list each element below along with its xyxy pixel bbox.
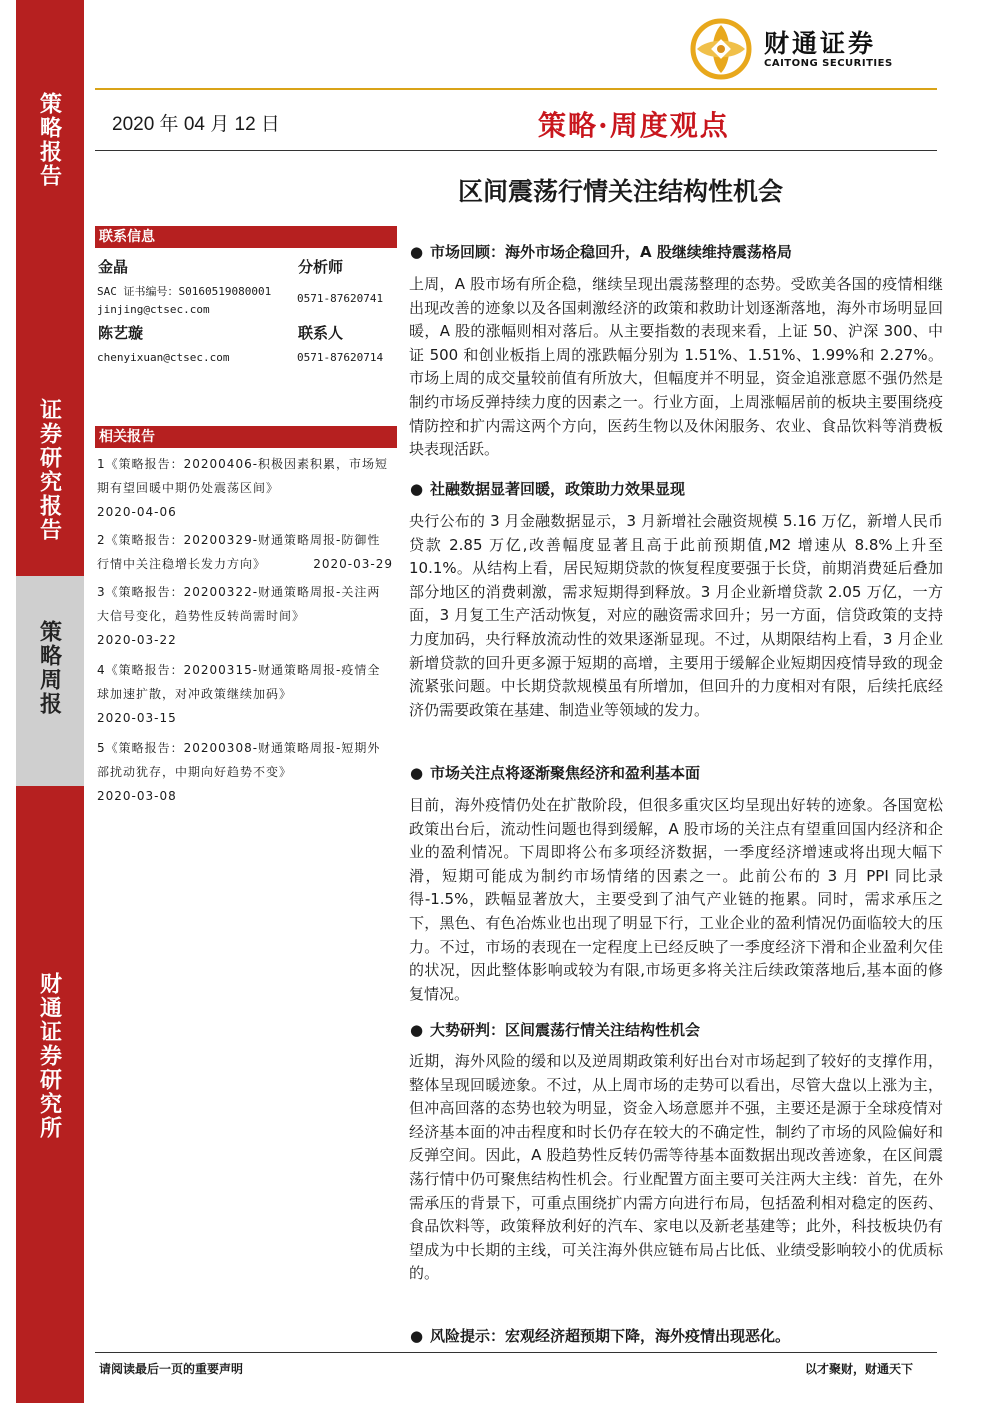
sidebar: [16, 0, 84, 1403]
report-category: 策略·周度观点: [538, 109, 730, 142]
bullet-icon: ●: [410, 1021, 424, 1039]
related-report-5[interactable]: 5《策略报告：20200308-财通策略周报-短期外部扰动犹存，中期向好趋势不变》 2020-03-08: [97, 741, 381, 803]
analyst1-role: 分析师: [298, 258, 344, 276]
header-rule: [95, 150, 937, 151]
section-heading-5: ● 风险提示：宏观经济超预期下降，海外疫情出现恶化。: [410, 1327, 791, 1345]
brand-logo: [690, 18, 920, 78]
related-report-2[interactable]: 2《策略报告：20200329-财通策略周报-防御性行情中关注稳增长发力方向》 2020-03-29: [97, 533, 393, 571]
related-report-4[interactable]: 4《策略报告：20200315-财通策略周报-疫情全球加速扩散，对冲政策继续加码》 2020-03-15: [97, 663, 381, 725]
section-body-1: 上周，A 股市场有所企稳，继续呈现出震荡整理的态势。受欧美各国的疫情相继出现改善的迹象以及各国刺激经济的政策和救助计划逐渐落地，海外市场明显回暖，A 股的涨幅则相对落后。从主要指数的表现来看，上证 50、沪深 300、中证 500 和创业板指上周的涨跌幅分别为 1.51%、1.51%、1.99%和 2.27%。市场上周的成交量较前值有所放大，但幅度并不明显，资金追涨意愿不强仍然是制约市场反弹持续力度的因素之一。行业方面，上周涨幅居前的板块主要围绕疫情防控和扩内需这两个方向，医药生物以及休闲服务、农业、食品饮料等消费板块表现活跃。: [409, 275, 943, 459]
bullet-icon: ●: [410, 243, 424, 261]
brand-name-cn: 财通证券: [764, 29, 877, 58]
analyst2-phone: 0571-87620714: [297, 351, 384, 364]
related-section-title: 相关报告: [95, 426, 397, 448]
analyst2-name: 陈艺璇: [98, 324, 144, 342]
section-heading-3: ● 市场关注点将逐渐聚焦经济和盈利基本面: [410, 764, 701, 782]
report-date: 2020 年 04 月 12 日: [112, 114, 280, 135]
contact-section-title: 联系信息: [95, 226, 397, 248]
section-body-2: 央行公布的 3 月金融数据显示，3 月新增社会融资规模 5.16 万亿，新增人民币贷款 2.85 万亿,改善幅度显著且高于此前预期值,M2 增速从 8.8%上升至 10.1%。从结构上看，居民短期贷款的恢复程度要强于长贷，前期消费延后叠加部分地区的消费刺激，需求短期得到释放。3 月企业新增贷款 2.05 万亿，一方面，3 月复工生产活动恢复，对应的融资需求回升；另一方面，信贷政策的支持力度加码，央行释放流动性的效果逐渐显现。不过，从期限结构上看，3 月企业新增贷款的回升更多源于短期的高增，主要用于缓解企业短期因疫情导致的现金流紧张问题。中长期贷款规模虽有所增加，但回升的力度相对有限，后续托底经济仍需要政策在基建、制造业等领域的发力。: [409, 512, 943, 719]
related-report-3[interactable]: 3《策略报告：20200322-财通策略周报-关注两大信号变化，趋势性反转尚需时间》 2020-03-22: [97, 585, 381, 647]
footer-slogan: 以才聚财，财通天下: [805, 1362, 914, 1376]
section-body-4: 近期，海外风险的缓和以及逆周期政策利好出台对市场起到了较好的支撑作用，整体呈现回暖迹象。不过，从上周市场的走势可以看出，尽管大盘以上涨为主，但冲高回落的态势也较为明显，资金入场意愿并不强，主要还是源于全球疫情对经济基本面的冲击程度和时长仍存在较大的不确定性，制约了市场的风险偏好和反弹空间。因此，A 股趋势性反转仍需等待基本面数据出现改善迹象，在区间震荡行情中仍可聚焦结构性机会。行业配置方面主要可关注两大主线：首先，在外需承压的背景下，可重点围绕扩内需方向进行布局，包括盈利相对稳定的医药、食品饮料等，政策释放利好的汽车、家电以及新老基建等；此外，科技板块仍有望成为中长期的主线，可关注海外供应链布局占比低、业绩受影响较小的优质标的。: [409, 1052, 943, 1283]
sidebar-block-institute: 财通证券研究所: [16, 786, 84, 1403]
section-heading-4: ● 大势研判：区间震荡行情关注结构性机会: [410, 1021, 701, 1039]
analyst2-email[interactable]: chenyixuan@ctsec.com: [97, 351, 230, 364]
footer-rule: [95, 1352, 937, 1353]
analyst1-phone: 0571-87620741: [297, 292, 384, 305]
report-title: 区间震荡行情关注结构性机会: [458, 177, 784, 206]
analyst1-sac: SAC 证书编号：S0160519080001: [97, 285, 272, 298]
analyst2-role: 联系人: [298, 324, 344, 342]
caitong-logo-icon: [690, 18, 752, 80]
sidebar-block-research-report: 证券研究报告: [16, 378, 84, 576]
bullet-icon: ●: [410, 1327, 424, 1345]
bullet-icon: ●: [410, 480, 424, 498]
section-heading-1: ● 市场回顾：海外市场企稳回升，A 股继续维持震荡格局: [410, 243, 792, 261]
analyst1-name: 金晶: [98, 258, 129, 276]
footer-disclaimer-note: 请阅读最后一页的重要声明: [99, 1362, 244, 1376]
bullet-icon: ●: [410, 764, 424, 782]
brand-name-en: CAITONG SECURITIES: [764, 58, 893, 69]
section-heading-2: ● 社融数据显著回暖，政策助力效果显现: [410, 480, 686, 498]
section-body-3: 目前，海外疫情仍处在扩散阶段，但很多重灾区均呈现出好转的迹象。各国宽松政策出台后，流动性问题也得到缓解，A 股市场的关注点有望重回国内经济和企业的盈利情况。下周即将公布多项经济数据，一季度经济增速或将出现大幅下滑，短期可能成为制约市场情绪的因素之一。此前公布的 3 月 PPI 同比录得-1.5%，跌幅显著放大，主要受到了油气产业链的拖累。同时，需求承压之下，黑色、有色冶炼业也出现了明显下行，工业企业的盈利情况仍面临较大的压力。不过，市场的表现在一定程度上已经反映了一季度经济下滑和企业盈利欠佳的状况，因此整体影响或较为有限,市场更多将关注后续政策落地后,基本面的修复情况。: [409, 796, 943, 1003]
header-gold-rule: [95, 88, 937, 90]
related-report-1[interactable]: 1《策略报告：20200406-积极因素积累，市场短期有望回暖中期仍处震荡区间》 2020-04-06: [97, 457, 389, 519]
sidebar-block-weekly: 策略周报: [16, 576, 84, 786]
analyst1-email[interactable]: jinjing@ctsec.com: [97, 303, 210, 316]
sidebar-block-report-type: 策略报告: [16, 0, 84, 378]
